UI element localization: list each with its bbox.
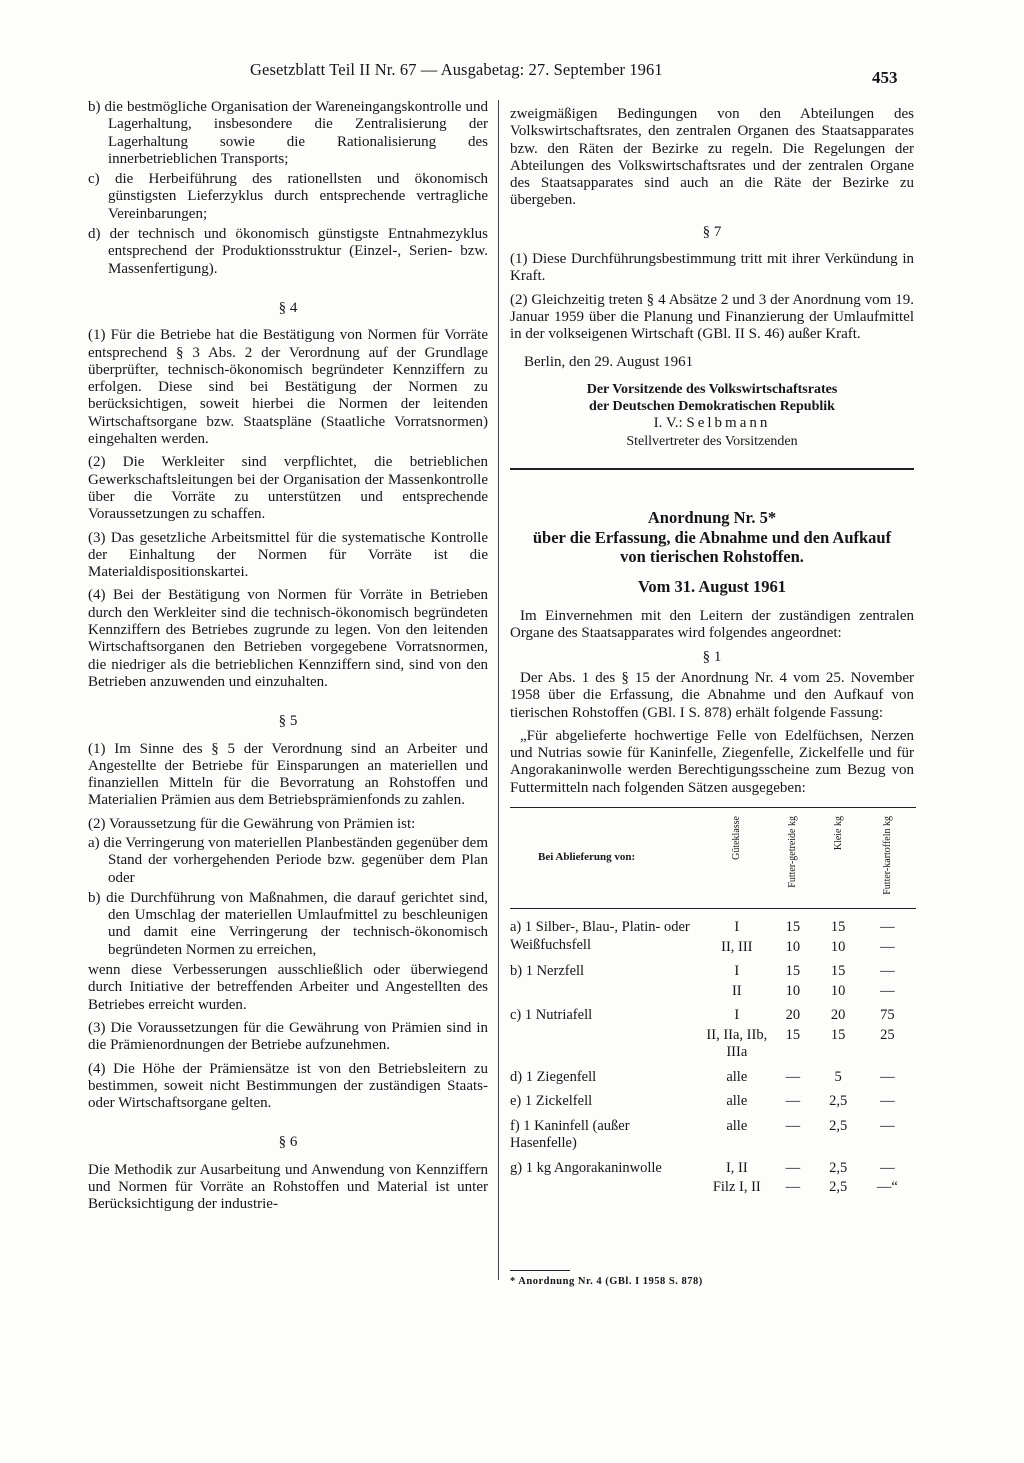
table-header: Futter-kartoffeln kg — [859, 808, 916, 909]
section-heading: § 1 — [702, 648, 722, 665]
table-cell: — — [880, 963, 895, 980]
paragraph: (4) Bei der Bestätigung von Normen für Vorräte in Betrieben durch den Werkleiter sind die technisch-ökonomisch begründeten Kennziffern des Betriebes zugrunde zu legen. Von den leitenden Wirtschaftsorganen den Betrieben vorgegebene Vorratsnormen, die niedriger als die betrieblichen Kennziffern sind, sind von den Betrieben anzuwenden und einzuhalten. — [88, 587, 488, 690]
signature-line: Der Vorsitzende des Volkswirtschaftsrates — [586, 381, 838, 397]
table-cell: 20 — [785, 1007, 801, 1024]
table-cell: — — [880, 919, 895, 936]
table-cell: 10 — [830, 982, 846, 999]
place-date: Berlin, den 29. August 1961 — [524, 353, 694, 370]
section-rule — [510, 468, 914, 470]
table-row — [510, 1112, 916, 1154]
page-number: 453 — [872, 68, 898, 87]
table-cell: 15 — [785, 919, 801, 936]
paragraph: Die Methodik zur Ausarbeitung und Anwendung von Kennziffern und Normen für Vorräte an Rohstoffen und Material ist unter Berücksichtigung der industrie- — [88, 1161, 488, 1213]
header-title: Gesetzblatt Teil II Nr. 67 — Ausgabetag: 27. September 1961 — [250, 60, 663, 79]
table-cell-label: e) 1 Zickelfell — [510, 1093, 593, 1110]
right-column — [510, 106, 914, 1198]
table-cell: 15 — [785, 1026, 801, 1043]
table-cell: 2,5 — [829, 1159, 848, 1176]
table-cell: — — [880, 1159, 895, 1176]
table-cell: 5 — [834, 1068, 842, 1085]
table-cell: I — [734, 963, 740, 980]
list-item: c) die Herbeiführung des rationellsten und ökonomisch günstigsten Lieferzyklus durch entsprechende vertragliche Vereinbarungen; — [88, 171, 488, 222]
table-cell: Filz I, II — [712, 1179, 761, 1196]
document-title: über die Erfassung, die Abnahme und den Aufkauf — [532, 527, 892, 547]
footnote-rule — [510, 1270, 570, 1271]
signer-name: Selbmann — [686, 415, 771, 432]
paragraph: (1) Im Sinne des § 5 der Verordnung sind an Arbeiter und Angestellte der Betriebe für Einsparungen an materiellen und finanziellen Mitteln für die Bevorratung an Rohstoffen und Materialien Prämien aus dem Betriebsprämienfonds zu zahlen. — [88, 740, 488, 809]
paragraph: (2) Voraussetzung für die Gewährung von Prämien ist: — [88, 815, 416, 832]
table-cell: — — [880, 1068, 895, 1085]
paragraph: (2) Die Werkleiter sind verpflichtet, die betrieblichen Gewerkschaftsleitungen bei der Organisation der Massenkontrolle über die Vorräte zu unterstützen und entsprechende Voraussetzungen zu schaffen. — [88, 454, 488, 523]
table-cell: I, II — [725, 1159, 748, 1176]
list-item: b) die bestmögliche Organisation der Wareneingangskontrolle und Lagerhaltung, insbesondere die Zentralisierung der Lagerhaltung sowie die Rationalisierung des innerbetrieblichen Transports; — [88, 99, 488, 167]
table-cell: 10 — [830, 938, 846, 955]
table-cell: — — [785, 1093, 801, 1110]
list-item: b) die Durchführung von Maßnahmen, die darauf gerichtet sind, den Umschlag der materiellen Umlaufmittel zu beschleunigen und damit eine Verringerung der technisch-ökonomisch begründeten Normen zu erreichen, — [88, 889, 488, 958]
table-cell: 20 — [830, 1007, 846, 1024]
signature-name — [510, 415, 914, 432]
left-column — [88, 99, 488, 1220]
paragraph: (3) Die Voraussetzungen für die Gewährung von Prämien sind in die Prämienordnungen der Betriebe aufzunehmen. — [88, 1019, 488, 1054]
table-cell: — — [880, 1117, 895, 1134]
document-date: Vom 31. August 1961 — [638, 576, 786, 596]
table-cell-label: b) 1 Nerzfell — [510, 963, 585, 980]
table-cell: I — [734, 1007, 740, 1024]
table-cell: II, III — [721, 938, 753, 955]
table-cell: — — [880, 938, 895, 955]
table-header-row — [510, 808, 916, 909]
table-cell: 10 — [785, 938, 801, 955]
table-row — [510, 909, 916, 938]
table-header: Bei Ablieferung von: — [510, 808, 705, 909]
paragraph: (2) Gleichzeitig treten § 4 Absätze 2 und 3 der Anordnung vom 19. Januar 1959 über die Planung und Finanzierung der Umlaufmittel in der volkseigenen Wirtschaft (GBl. II S. 46) außer Kraft. — [510, 291, 914, 343]
paragraph: wenn diese Verbesserungen ausschließlich oder überwiegend durch Initiative der betreffenden Arbeiter und Angestellten des Betriebes erreicht wurden. — [88, 962, 488, 1013]
table-body — [510, 909, 916, 1198]
paragraph: zweigmäßigen Bedingungen von den Abteilungen des Volkswirtschaftsrates, den zentralen Organen des Staatsapparates bzw. den Räten der Bezirke zu regeln. Die Regelungen der Abteilungen des Volkswirtschaftsrates und der zentralen Organe des Staatsapparates sind auch an die Räte der Bezirke zu übergeben. — [510, 106, 914, 209]
table-cell: — — [785, 1068, 801, 1085]
table-cell: 15 — [830, 1026, 846, 1043]
table-row — [510, 1063, 916, 1088]
document-title: Anordnung Nr. 5* — [647, 508, 777, 528]
table-row — [510, 957, 916, 982]
table-cell: 2,5 — [829, 1179, 848, 1196]
table-cell: II, IIa, IIb, IIIa — [706, 1026, 768, 1061]
table-cell: 2,5 — [829, 1093, 848, 1110]
table-cell: 15 — [830, 963, 846, 980]
table-header: Futter-getreide kg — [768, 808, 817, 909]
table-header: Güteklasse — [705, 808, 768, 909]
table-header: Kleie kg — [818, 808, 859, 909]
table-cell: — — [785, 1179, 801, 1196]
table-cell: 75 — [880, 1007, 895, 1024]
table-row — [510, 1087, 916, 1112]
table-cell: I — [734, 919, 740, 936]
table-cell: — — [880, 1093, 895, 1110]
table-cell: — — [785, 1159, 801, 1176]
table-row — [510, 1001, 916, 1026]
paragraph: Im Einvernehmen mit den Leitern der zuständigen zentralen Organe des Staatsapparates wird folgendes angeordnet: — [510, 608, 914, 642]
table-cell-label: a) 1 Silber-, Blau-, Platin- oder Weißfuchsfell — [510, 919, 690, 953]
paragraph: (4) Die Höhe der Prämiensätze ist von den Betriebsleitern zu bestimmen, soweit nicht Bestimmungen der zuständigen Staats- oder Wirtschaftsorgane gelten. — [88, 1060, 488, 1112]
section-heading: § 4 — [278, 299, 298, 316]
section-heading: § 5 — [278, 713, 298, 730]
column-divider — [498, 100, 499, 1280]
table-cell: alle — [726, 1068, 748, 1085]
table-row — [510, 1154, 916, 1179]
table-cell-label: g) 1 kg Angorakaninwolle — [510, 1159, 662, 1176]
table-cell: 10 — [785, 982, 801, 999]
footnote: * Anordnung Nr. 4 (GBl. I 1958 S. 878) — [510, 1276, 703, 1287]
section-heading: § 7 — [702, 223, 722, 240]
signature-line: der Deutschen Demokratischen Republik — [589, 399, 835, 415]
document-title: von tierischen Rohstoffen. — [620, 547, 804, 567]
table-cell: 2,5 — [829, 1117, 848, 1134]
table-cell-label: d) 1 Ziegenfell — [510, 1068, 597, 1085]
table-cell: 15 — [830, 919, 846, 936]
paragraph: (3) Das gesetzliche Arbeitsmittel für die systematische Kontrolle der Einhaltung der Normen für Vorräte ist die Materialdispositionskartei. — [88, 529, 488, 581]
table-cell: alle — [726, 1117, 748, 1134]
table-cell: — — [785, 1117, 801, 1134]
rates-table — [510, 807, 916, 1198]
section-heading: § 6 — [278, 1134, 298, 1151]
list-item: a) die Verringerung von materiellen Planbeständen gegenüber dem Stand der vorhergehenden Periode bzw. gegenüber dem Plan oder — [88, 834, 488, 886]
table-cell: 15 — [785, 963, 801, 980]
paragraph: (1) Diese Durchführungsbestimmung tritt mit ihrer Verkündung in Kraft. — [510, 251, 914, 285]
table-cell-label: f) 1 Kaninfell (außer Hasenfelle) — [510, 1117, 630, 1152]
table-cell: —“ — [876, 1179, 898, 1196]
signature-role: Stellvertreter des Vorsitzenden — [626, 433, 798, 449]
table-cell: — — [880, 982, 895, 999]
signature-prefix: I. V.: — [653, 415, 683, 432]
table-cell: alle — [726, 1093, 748, 1110]
table-cell-label: c) 1 Nutriafell — [510, 1007, 593, 1024]
table-cell: 25 — [880, 1026, 895, 1043]
paragraph: (1) Für die Betriebe hat die Bestätigung von Normen für Vorräte entsprechend § 3 Abs. 2 der Verordnung auf der Grundlage überprüfter, technisch-ökonomisch begründeter Kennziffern zu erfolgen. Diese sind bei Bestätigung der Normen zu berücksichtigen, soweit hierbei die Normen der leitenden Wirtschaftsorgane bzw. Staatspläne (Staatliche Vorratsnormen) eingehalten werden. — [88, 327, 488, 448]
paragraph: Der Abs. 1 des § 15 der Anordnung Nr. 4 vom 25. November 1958 über die Erfassung, die Abnahme und den Aufkauf von tierischen Rohstoffen (GBl. I S. 878) erhält folgende Fassung: — [510, 669, 914, 721]
list-item: d) der technisch und ökonomisch günstigste Entnahmezyklus entsprechend der Produktionsstruktur (Einzel-, Serien- bzw. Massenfertigung). — [88, 226, 488, 277]
table-cell: II — [731, 982, 742, 999]
paragraph: „Für abgelieferte hochwertige Felle von Edelfüchsen, Nerzen und Nutrias sowie für Kaninfelle, Ziegenfelle, Zickelfelle und für Angorakaninwolle werden Berechtigungsscheine zum Bezug von Futtermitteln nach folgenden Sätzen ausgegeben: — [510, 727, 914, 796]
